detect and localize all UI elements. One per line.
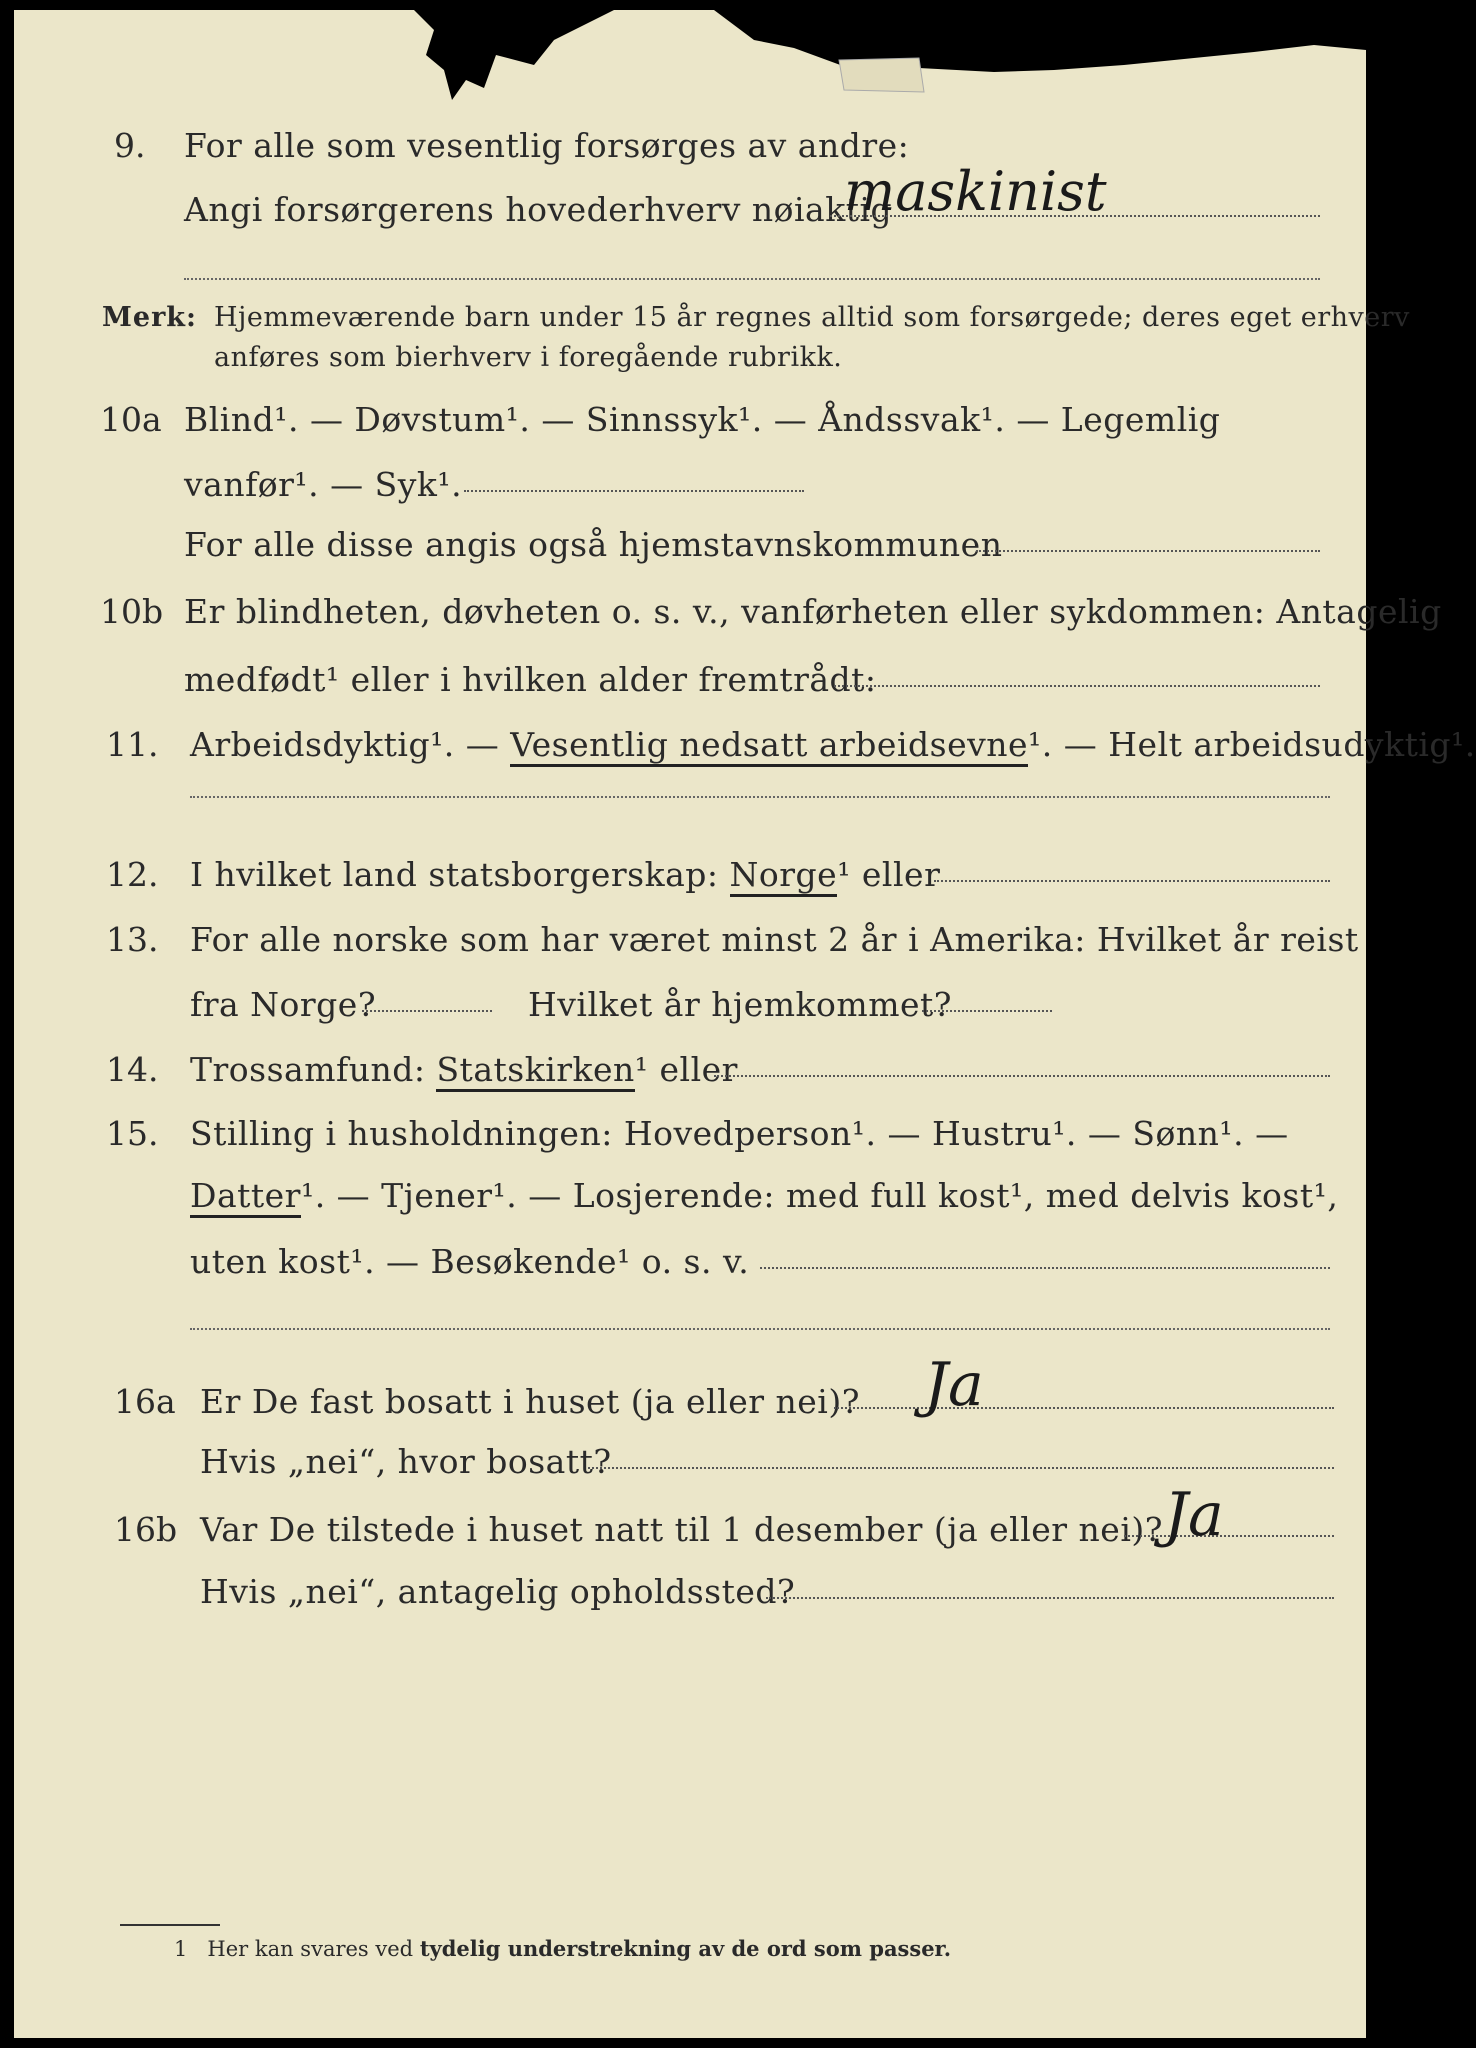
q11-text [190,725,1476,764]
q10a-line2: vanfør¹. — Syk¹. [184,465,463,504]
q10b-number: 10b [100,592,164,631]
q15-answer-line[interactable] [760,1267,1330,1269]
q16a-line2: Hvis „nei“, hvor bosatt? [200,1442,612,1481]
q9-number: 9. [114,126,146,165]
q10a-line3: For alle disse angis også hjemstavnskommunen [184,525,1003,564]
q16b-line1: Var De tilstede i huset natt til 1 desember (ja eller nei)? [200,1510,1163,1549]
q11-blank-line[interactable] [190,796,1330,798]
q14-answer-line[interactable] [714,1075,1330,1077]
q15-line1: Stilling i husholdningen: Hovedperson¹. — Hustru¹. — Sønn¹. — [190,1114,1289,1153]
q16b-location-answer[interactable] [766,1597,1334,1599]
merk-line2: anføres som bierhverv i foregående rubrikk. [214,342,843,373]
q15-number: 15. [106,1114,159,1153]
q9-handwritten-answer: maskinist [844,160,1107,223]
q16a-answer-line[interactable] [834,1407,1334,1409]
q13-line1: For alle norske som har været minst 2 år i Amerika: Hvilket år reist [190,920,1359,959]
q11-part2: ¹. — Helt arbeidsudyktig¹. [1028,725,1476,764]
q16a-residence-answer[interactable] [588,1467,1334,1469]
q10a-line3-answer[interactable] [976,550,1320,552]
q12-underlined-option: Norge [730,855,838,897]
q13-return-answer[interactable] [922,1010,1052,1012]
torn-edge-illustration [14,10,1366,130]
q16b-line2: Hvis „nei“, antagelig opholdssted? [200,1572,796,1611]
q16a-number: 16a [114,1382,176,1421]
q15-blank-line[interactable] [190,1328,1330,1330]
q15-underlined-option: Datter [190,1176,301,1218]
q13-line2a: fra Norge? [190,985,377,1024]
q13-departure-answer[interactable] [362,1010,492,1012]
q15-line2-wrap [190,1176,1338,1215]
q15-line3: uten kost¹. — Besøkende¹ o. s. v. [190,1242,750,1281]
q16b-handwritten-answer: Ja [1164,1480,1224,1550]
q14-part1: Trossamfund: [190,1050,426,1089]
q10b-line1: Er blindheten, døvheten o. s. v., vanførheten eller sykdommen: Antagelig [184,592,1442,631]
q12-part2: ¹ eller [837,855,941,894]
q12-part1: I hvilket land statsborgerskap: [190,855,719,894]
q14-text [190,1050,738,1089]
q15-line2: ¹. — Tjener¹. — Losjerende: med full kost¹, med delvis kost¹, [300,1176,1339,1215]
q10a-line1: Blind¹. — Døvstum¹. — Sinnssyk¹. — Åndssvak¹. — Legemlig [184,400,1221,439]
q10a-line2-answer[interactable] [464,490,804,492]
footnote-mark: 1 [174,1937,188,1961]
census-form-page [14,10,1476,2038]
q16b-answer-line[interactable] [1124,1535,1334,1537]
merk-label: Merk: [102,302,197,333]
q10a-number: 10a [100,400,162,439]
q14-number: 14. [106,1050,159,1089]
q13-number: 13. [106,920,159,959]
q12-text [190,855,940,894]
q10b-answer-line[interactable] [834,685,1320,687]
q13-line2b: Hvilket år hjemkommet? [528,985,952,1024]
q9-line2: Angi forsørgerens hovederhverv nøiaktig [184,190,893,229]
q11-underlined-option: Vesentlig nedsatt arbeidsevne [510,725,1028,767]
q11-part1: Arbeidsdyktig¹. — [190,725,500,764]
q10b-line2: medfødt¹ eller i hvilken alder fremtrådt: [184,660,877,699]
footnote-divider [120,1924,220,1926]
footnote-bold-text: tydelig understrekning av de ord som passer. [419,1936,952,1961]
footnote-text: Her kan svares ved [207,1937,414,1961]
q14-part2: ¹ eller [634,1050,738,1089]
q16b-number: 16b [114,1510,178,1549]
q14-underlined-option: Statskirken [436,1050,634,1092]
footnote [174,1936,951,1961]
q9-line1: For alle som vesentlig forsørges av andre: [184,126,910,165]
q9-blank-line[interactable] [184,278,1320,280]
q16a-handwritten-answer: Ja [924,1350,984,1420]
q12-answer-line[interactable] [934,880,1330,882]
q12-number: 12. [106,855,159,894]
merk-line1: Hjemmeværende barn under 15 år regnes alltid som forsørgede; deres eget erhverv [214,302,1410,333]
q16a-line1: Er De fast bosatt i huset (ja eller nei)? [200,1382,860,1421]
q11-number: 11. [106,725,159,764]
